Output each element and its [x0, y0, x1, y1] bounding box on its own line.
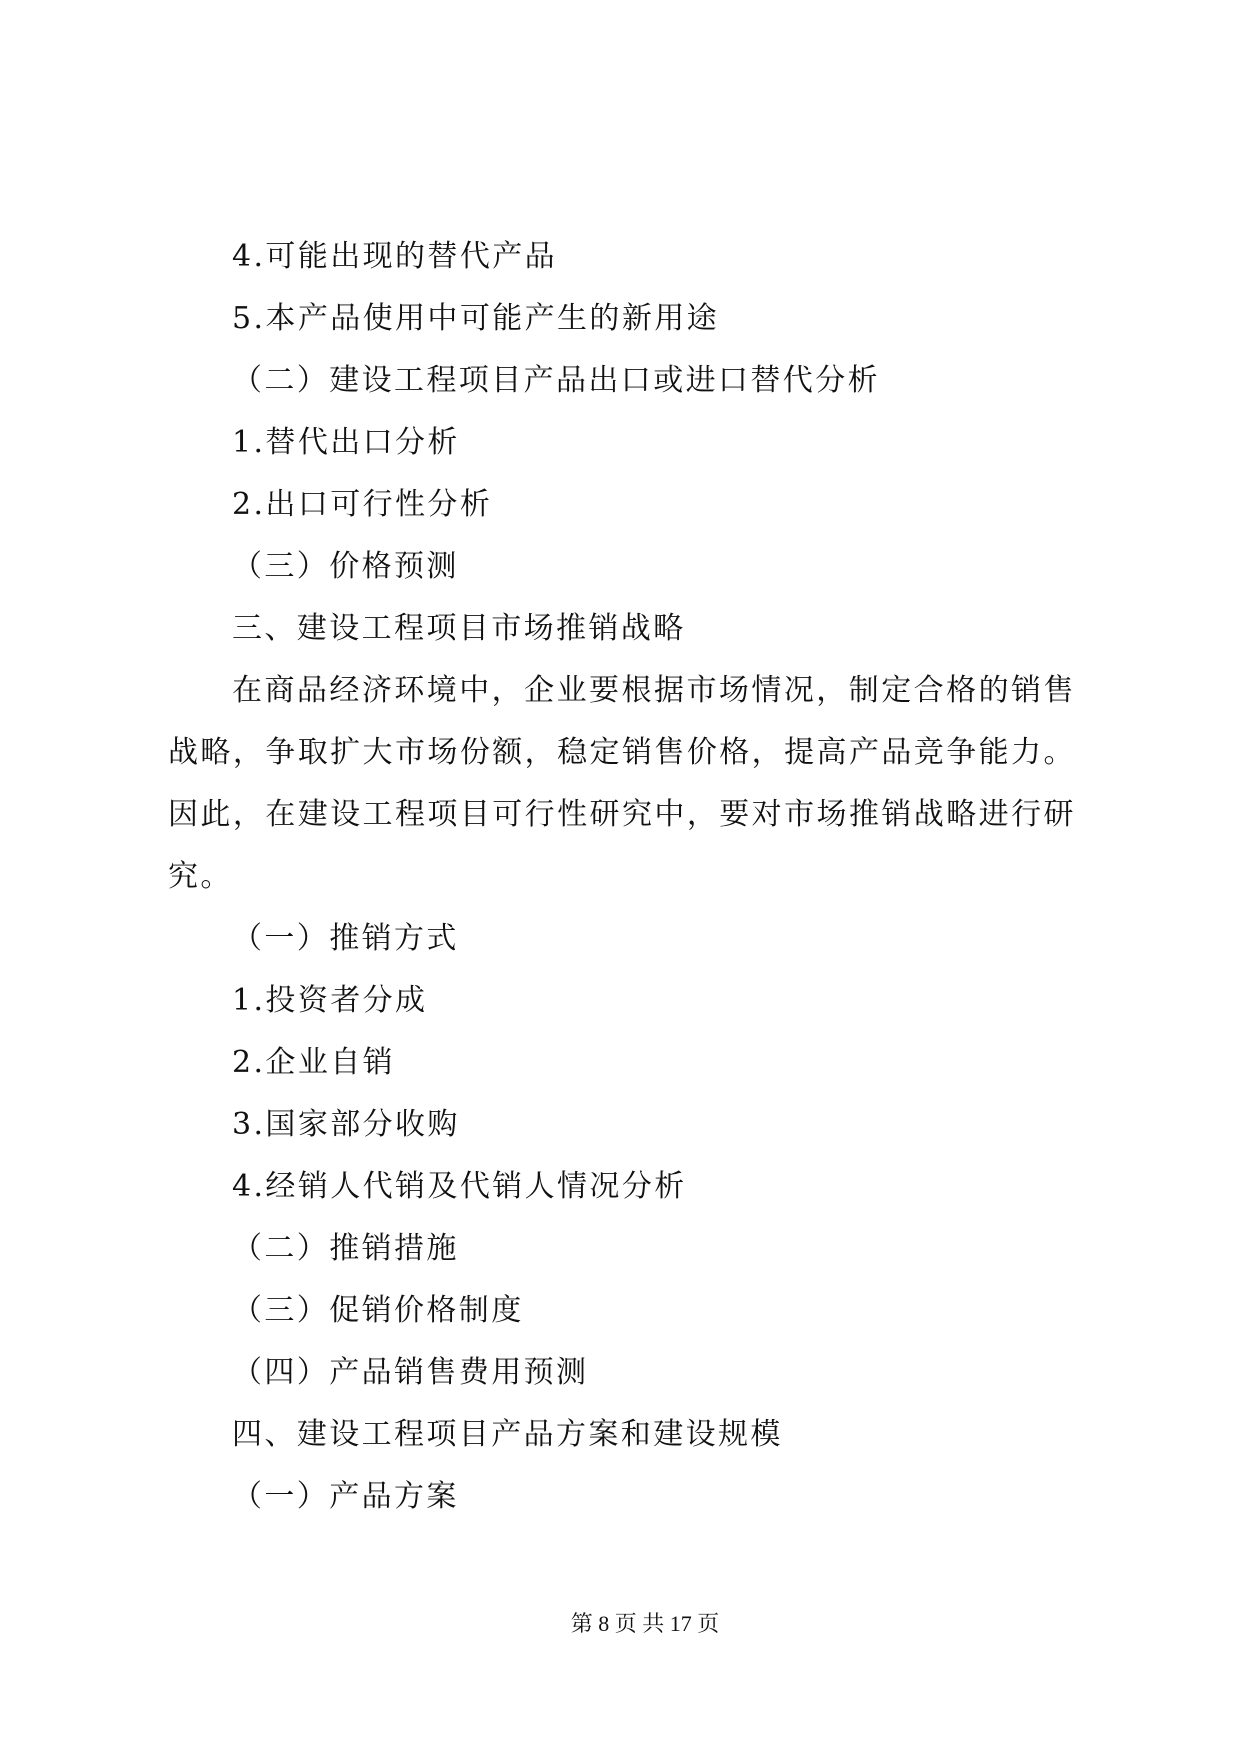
subsection-heading: （三）价格预测: [232, 549, 459, 584]
page-number-footer: 第 8 页 共 17 页: [570, 1611, 720, 1636]
subsection-heading: （二）建设工程项目产品出口或进口替代分析: [232, 363, 880, 398]
subsection-heading: （二）推销措施: [232, 1231, 459, 1266]
paragraph-line: 究。: [168, 859, 233, 894]
paragraph-line: 因此，在建设工程项目可行性研究中，要对市场推销战略进行研: [168, 797, 1075, 832]
subsection-heading: （一）推销方式: [232, 921, 459, 956]
subsection-heading: （四）产品销售费用预测: [232, 1355, 589, 1390]
section-heading: 四、建设工程项目产品方案和建设规模: [232, 1417, 783, 1452]
list-item: 1.投资者分成: [232, 983, 428, 1018]
paragraph-line: 战略，争取扩大市场份额，稳定销售价格，提高产品竞争能力。: [168, 735, 1075, 770]
paragraph-line: 在商品经济环境中，企业要根据市场情况，制定合格的销售: [232, 673, 1075, 708]
list-item: 2.出口可行性分析: [232, 487, 493, 522]
list-item: 1.替代出口分析: [232, 425, 460, 460]
list-item: 3.国家部分收购: [232, 1107, 460, 1142]
subsection-heading: （一）产品方案: [232, 1479, 459, 1514]
list-item: 4.经销人代销及代销人情况分析: [232, 1169, 687, 1204]
list-item: 5.本产品使用中可能产生的新用途: [232, 301, 720, 336]
section-heading: 三、建设工程项目市场推销战略: [232, 611, 686, 646]
subsection-heading: （三）促销价格制度: [232, 1293, 524, 1328]
list-item: 4.可能出现的替代产品: [232, 239, 558, 274]
list-item: 2.企业自销: [232, 1045, 396, 1080]
